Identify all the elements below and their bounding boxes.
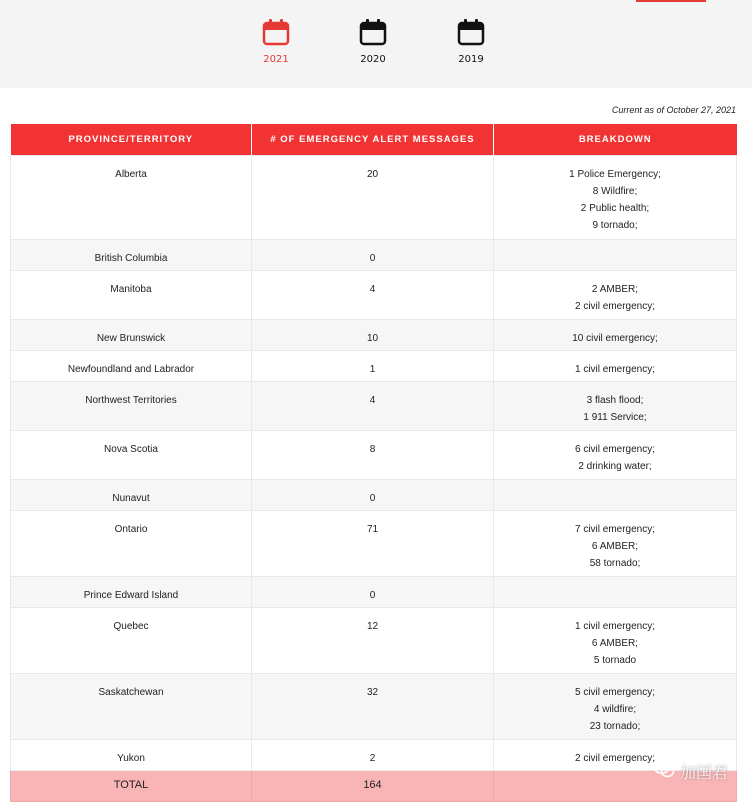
count-cell: 4 [252, 381, 494, 430]
calendar-icon [256, 18, 296, 51]
total-row [11, 770, 737, 801]
breakdown-line: 2 civil emergency; [574, 752, 656, 764]
table-row [11, 155, 737, 239]
header-province: PROVINCE/TERRITORY [11, 124, 252, 155]
table-row [11, 430, 737, 479]
breakdown-line: 23 tornado; [589, 720, 641, 732]
breakdown-cell [494, 430, 737, 479]
breakdown-line: 1 Police Emergency; [569, 168, 661, 180]
breakdown-cell [494, 239, 737, 270]
province-cell: British Columbia [11, 239, 252, 270]
province-cell: Ontario [11, 510, 252, 576]
total-count: 164 [252, 770, 494, 801]
breakdown-line: 5 tornado [593, 654, 637, 666]
breakdown-cell [494, 576, 737, 607]
year-label: 2020 [360, 54, 386, 65]
breakdown-line: 7 civil emergency; [574, 523, 656, 535]
year-tab-2021[interactable] [256, 18, 296, 65]
table-row [11, 739, 737, 770]
count-cell: 0 [252, 576, 494, 607]
table-row [11, 607, 737, 673]
breakdown-cell [494, 319, 737, 350]
count-cell: 71 [252, 510, 494, 576]
province-cell: New Brunswick [11, 319, 252, 350]
province-cell: Newfoundland and Labrador [11, 350, 252, 381]
table-row [11, 510, 737, 576]
breakdown-line: 10 civil emergency; [572, 332, 658, 344]
breakdown-line: 3 flash flood; [586, 394, 644, 406]
watermark [653, 759, 728, 784]
province-cell: Yukon [11, 739, 252, 770]
breakdown-line: 2 AMBER; [591, 283, 639, 295]
province-cell: Nunavut [11, 479, 252, 510]
breakdown-cell [494, 607, 737, 673]
count-cell: 0 [252, 479, 494, 510]
year-label: 2019 [458, 54, 484, 65]
province-cell: Saskatchewan [11, 673, 252, 739]
breakdown-line: 4 wildfire; [593, 703, 637, 715]
emergency-alerts-table [10, 124, 737, 802]
count-cell: 2 [252, 739, 494, 770]
count-cell: 0 [252, 239, 494, 270]
count-cell: 10 [252, 319, 494, 350]
breakdown-line: 58 tornado; [589, 557, 641, 569]
header-breakdown: BREAKDOWN [494, 124, 737, 155]
header-message-count: # OF EMERGENCY ALERT MESSAGES [252, 124, 494, 155]
total-label: TOTAL [11, 770, 252, 801]
count-cell: 8 [252, 430, 494, 479]
count-cell: 4 [252, 270, 494, 319]
province-cell: Nova Scotia [11, 430, 252, 479]
current-as-of-note: Current as of October 27, 2021 [611, 105, 736, 115]
table-row [11, 270, 737, 319]
breakdown-cell [494, 381, 737, 430]
calendar-icon [353, 18, 393, 51]
table-row [11, 319, 737, 350]
breakdown-line: 2 drinking water; [578, 460, 652, 472]
breakdown-cell [494, 270, 737, 319]
province-cell: Northwest Territories [11, 381, 252, 430]
count-cell: 20 [252, 155, 494, 239]
breakdown-line: 1 911 Service; [583, 411, 647, 423]
breakdown-line: 2 civil emergency; [574, 300, 656, 312]
breakdown-line: 8 Wildfire; [592, 185, 638, 197]
year-label: 2021 [263, 54, 289, 65]
province-cell: Quebec [11, 607, 252, 673]
breakdown-line: 6 AMBER; [591, 637, 639, 649]
count-cell: 1 [252, 350, 494, 381]
breakdown-cell [494, 673, 737, 739]
breakdown-line: 1 civil emergency; [574, 620, 656, 632]
watermark-text: 加国君 [679, 765, 728, 782]
breakdown-line: 5 civil emergency; [574, 686, 656, 698]
province-cell: Manitoba [11, 270, 252, 319]
breakdown-cell [494, 155, 737, 239]
province-cell: Prince Edward Island [11, 576, 252, 607]
year-tab-2020[interactable] [353, 18, 393, 65]
breakdown-cell [494, 510, 737, 576]
table-header-row [11, 124, 737, 155]
table-row [11, 576, 737, 607]
breakdown-line: 6 AMBER; [591, 540, 639, 552]
breakdown-cell [494, 350, 737, 381]
breakdown-line: 1 civil emergency; [574, 363, 656, 375]
count-cell: 32 [252, 673, 494, 739]
table-row [11, 479, 737, 510]
province-cell: Alberta [11, 155, 252, 239]
count-cell: 12 [252, 607, 494, 673]
breakdown-cell [494, 479, 737, 510]
breakdown-line: 9 tornado; [592, 219, 638, 231]
table-row [11, 350, 737, 381]
table-row [11, 673, 737, 739]
calendar-icon [451, 18, 491, 51]
table-row [11, 239, 737, 270]
wechat-icon [653, 759, 675, 784]
breakdown-line: 2 Public health; [580, 202, 650, 214]
table-row [11, 381, 737, 430]
top-accent-bar [636, 0, 706, 2]
year-tab-2019[interactable] [451, 18, 491, 65]
breakdown-line: 6 civil emergency; [574, 443, 656, 455]
